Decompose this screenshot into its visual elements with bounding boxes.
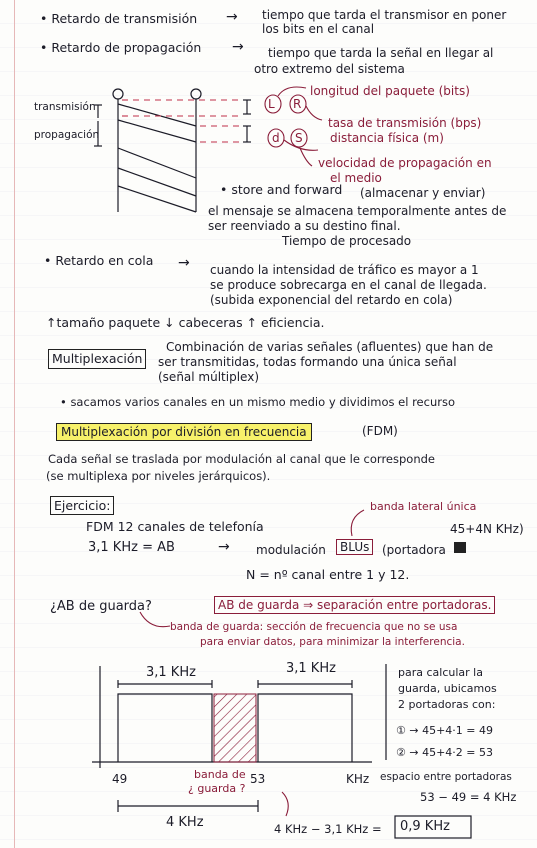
S-description-1: velocidad de propagación en [318,156,492,170]
L-description: longitud del paquete (bits) [310,84,470,98]
graph-label-left: 3,1 KHz [146,665,196,680]
diagram-label-transmision: transmisión [34,101,96,113]
fdm-line-1: Cada señal se traslada por modulación al canal que le corresponde [48,452,435,466]
arrow-3: → [178,255,190,271]
n-definition: N = nº canal entre 1 y 12. [246,567,410,582]
propagacion-def-1: tiempo que tarda la señal en llegar al [268,46,494,60]
result-equation: 4 KHz − 3,1 KHz = [274,822,382,836]
diagram-label-propagacion: propagación [34,129,100,141]
S-description-2: el medio [330,171,382,185]
guard-label-1: banda de [194,768,246,781]
tick-53: 53 [250,772,266,786]
banda-lateral-note: banda lateral única [370,500,477,513]
arrow-4: → [218,539,230,555]
ejercicio-eq: 3,1 KHz = AB [88,540,175,555]
blu-box: BLUs [336,539,373,555]
cola-line-2: se produce sobrecarga en el canal de llegada. [210,278,487,292]
letter-R: R [293,97,302,111]
store-forward-line-2: ser reenviado a su destino final. [208,219,401,233]
calc-line-2: guarda, ubicamos [398,682,497,695]
arrow-1: → [226,9,238,25]
fdm-abbr: (FDM) [362,424,398,438]
calc-line-3: 2 portadoras con: [398,698,496,711]
calc-line-5: 53 − 49 = 4 KHz [420,790,517,804]
transmision-def-1: tiempo que tarda el transmisor en poner [262,8,507,22]
retardo-cola-label: • Retardo en cola [44,253,154,268]
R-description: tasa de transmisión (bps) [328,116,482,130]
portadora-label: (portadora [382,543,446,557]
modulacion-label: modulación [256,543,326,557]
propagacion-def-2: otro extremo del sistema [254,62,405,76]
carrier-freq: 45+4N KHz) [450,522,524,536]
span-label: 4 KHz [166,815,204,830]
multiplexacion-def-3: (señal múltiplex) [158,370,259,384]
graph-label-right: 3,1 KHz [286,661,336,676]
calc-step-2: ② → 45+4·2 = 53 [396,746,493,759]
store-forward-line-1: el mensaje se almacena temporalmente antes de [208,204,507,218]
store-forward-paren: (almacenar y enviar) [360,186,486,200]
axis-unit: KHz [346,772,370,786]
retardo-transmision-label: • Retardo de transmisión [40,11,198,26]
cola-line-1: cuando la intensidad de tráfico es mayor a 1 [210,263,479,277]
fdm-line-2: (se multiplexa por niveles jerárquicos). [46,469,271,483]
d-description: distancia física (m) [330,131,444,145]
letter-L: L [268,97,275,111]
guard-def-2: para enviar datos, para minimizar la interferencia. [200,636,465,648]
multiplexacion-def-2: ser transmitidas, todas formando una única señal [158,355,457,369]
retardo-propagacion-label: • Retardo de propagación [40,40,202,55]
efficiency-note: ↑tamaño paquete ↓ cabeceras ↑ eficiencia. [46,315,325,330]
cola-line-3: (subida exponencial del retardo en cola) [210,293,453,307]
calc-line-4: espacio entre portadoras [380,771,512,783]
calc-step-1: ① → 45+4·1 = 49 [396,724,493,737]
arrow-2: → [232,39,244,55]
calc-line-1: para calcular la [398,666,483,679]
processing-time: Tiempo de procesado [282,234,412,248]
guard-def-1: banda de guarda: sección de frecuencia que no se usa [170,621,458,633]
multiplexacion-bullet: • sacamos varios canales en un mismo medio y dividimos el recurso [60,395,455,409]
ejercicio-title: Ejercicio: [50,496,114,515]
transmision-def-2: los bits en el canal [262,22,375,36]
multiplexacion-def-1: Combinación de varias señales (afluentes) que han de [166,340,494,354]
store-forward-title: • store and forward [220,182,343,197]
question-ab-guarda: ¿AB de guarda? [50,599,152,614]
multiplexacion-title: Multiplexación [48,349,146,369]
answer-ab-guarda: AB de guarda ⇒ separación entre portadoras. [214,596,495,614]
result-value: 0,9 KHz [400,819,450,834]
fdm-title: Multiplexación por división en frecuencia [56,423,312,441]
letter-d: d [272,131,280,145]
ejercicio-line-1: FDM 12 canales de telefonía [86,519,264,534]
guard-label-2: ¿ guarda ? [188,782,246,795]
tick-49: 49 [112,772,128,786]
letter-S: S [295,131,303,145]
